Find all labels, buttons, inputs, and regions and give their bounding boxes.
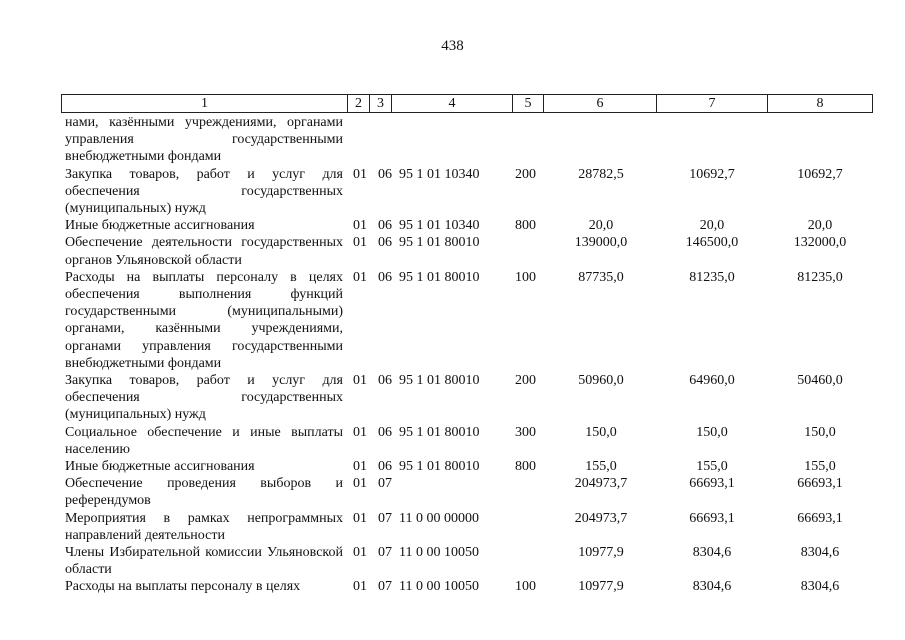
row-subsection: 06 — [378, 218, 392, 234]
row-amount-col7: 64960,0 — [689, 373, 735, 389]
row-section — [347, 114, 372, 166]
row-amount-col6: 20,0 — [588, 218, 614, 234]
row-subsection: 06 — [378, 235, 392, 251]
table-row — [61, 234, 873, 268]
row-subsection: 07 — [378, 476, 392, 492]
column-header-table — [61, 94, 873, 113]
row-amount-col6: 10977,9 — [578, 579, 624, 595]
row-name: Иные бюджетные ассигнования — [65, 459, 255, 475]
row-amount-col8: 155,0 — [804, 459, 836, 475]
row-expense-type: 800 — [515, 459, 536, 475]
row-amount-col6: 10977,9 — [578, 545, 624, 561]
table-row — [61, 217, 873, 234]
row-target-article — [397, 475, 515, 509]
row-subsection: 07 — [378, 510, 392, 526]
row-amount-col6: 204973,7 — [574, 510, 628, 526]
row-subsection: 07 — [378, 579, 392, 595]
row-amount-col8: 8304,6 — [800, 545, 840, 561]
table-row — [61, 475, 873, 509]
row-amount-col8: 50460,0 — [797, 373, 843, 389]
row-target-article: 95 1 01 10340 — [399, 218, 480, 234]
row-subsection: 07 — [378, 545, 392, 561]
table-row — [61, 269, 873, 372]
row-section: 01 — [353, 476, 367, 492]
row-amount-col8: 66693,1 — [797, 510, 843, 526]
row-amount-col7: 10692,7 — [689, 166, 735, 182]
row-amount-col7: 150,0 — [696, 424, 728, 440]
column-header-3: 3 — [370, 95, 392, 113]
row-amount-col8: 132000,0 — [793, 235, 847, 251]
row-amount-col7: 155,0 — [696, 459, 728, 475]
row-amount-col8: 8304,6 — [800, 579, 840, 595]
row-target-article: 95 1 01 80010 — [399, 373, 480, 389]
column-header-4: 4 — [392, 95, 513, 113]
table-row — [61, 114, 873, 166]
row-subsection: 06 — [378, 459, 392, 475]
row-amount-col6: 204973,7 — [574, 476, 628, 492]
column-header-5: 5 — [513, 95, 544, 113]
row-section: 01 — [353, 269, 367, 285]
row-name: Мероприятия в рамках непрограммных направлений деятельности — [65, 510, 343, 543]
table-row — [61, 458, 873, 475]
row-target-article: 95 1 01 10340 — [399, 166, 480, 182]
table-row — [61, 578, 873, 595]
row-amount-col6: 50960,0 — [578, 373, 624, 389]
row-expense-type — [515, 544, 545, 578]
row-amount-col6: 155,0 — [585, 459, 617, 475]
row-expense-type: 300 — [515, 424, 536, 440]
row-name: Социальное обеспечение и иные выплаты населению — [65, 424, 343, 457]
table-row — [61, 372, 873, 424]
row-section: 01 — [353, 166, 367, 182]
column-header-row — [62, 95, 873, 113]
table-row — [61, 544, 873, 578]
row-amount-col7: 146500,0 — [685, 235, 739, 251]
row-amount-col7: 8304,6 — [692, 579, 732, 595]
row-name: Закупка товаров, работ и услуг для обеспечения государственных (муниципальных) нужд — [65, 373, 343, 423]
page-number: 438 — [441, 38, 464, 54]
row-expense-type — [515, 475, 545, 509]
column-header-1: 1 — [62, 95, 348, 113]
row-amount-col7: 20,0 — [699, 218, 725, 234]
row-target-article — [397, 114, 515, 166]
row-subsection: 06 — [378, 269, 392, 285]
row-amount-col6: 150,0 — [585, 424, 617, 440]
column-header-7: 7 — [657, 95, 768, 113]
row-expense-type: 200 — [515, 373, 536, 389]
row-expense-type: 800 — [515, 218, 536, 234]
row-amount-col7: 66693,1 — [689, 476, 735, 492]
row-expense-type — [515, 234, 545, 268]
row-target-article: 95 1 01 80010 — [399, 269, 480, 285]
row-target-article: 95 1 01 80010 — [399, 424, 480, 440]
row-name: Расходы на выплаты персоналу в целях — [65, 579, 301, 595]
row-amount-col7: 8304,6 — [692, 545, 732, 561]
row-amount-col6: 87735,0 — [578, 269, 624, 285]
row-amount-col6: 139000,0 — [574, 235, 628, 251]
budget-table — [61, 114, 873, 596]
row-name: нами, казёнными учреждениями, органами управления государственными внебюджетными фондами — [65, 115, 343, 165]
row-expense-type: 100 — [515, 579, 536, 595]
row-section: 01 — [353, 545, 367, 561]
column-header-6: 6 — [544, 95, 657, 113]
row-expense-type — [515, 510, 545, 544]
row-amount-col7 — [657, 114, 767, 166]
row-section: 01 — [353, 579, 367, 595]
row-amount-col8: 20,0 — [807, 218, 833, 234]
column-header-8: 8 — [768, 95, 873, 113]
row-amount-col6 — [545, 114, 657, 166]
row-name: Обеспечение деятельности государственных органов Ульяновской области — [65, 235, 343, 268]
row-expense-type: 100 — [515, 269, 536, 285]
table-row — [61, 424, 873, 458]
row-name: Обеспечение проведения выборов и референдумов — [65, 476, 343, 509]
row-target-article: 95 1 01 80010 — [399, 459, 480, 475]
row-section: 01 — [353, 424, 367, 440]
row-section: 01 — [353, 218, 367, 234]
column-header-2: 2 — [348, 95, 370, 113]
row-name: Иные бюджетные ассигнования — [65, 218, 255, 234]
row-target-article: 95 1 01 80010 — [399, 235, 480, 251]
row-subsection: 06 — [378, 424, 392, 440]
row-name: Расходы на выплаты персоналу в целях обеспечения выполнения функций государственными (муниципальными) органами, казёнными учреждениями, органами управления государственными внебюджетными фондами — [65, 269, 343, 371]
row-expense-type: 200 — [515, 166, 536, 182]
row-amount-col8 — [767, 114, 873, 166]
row-target-article: 11 0 00 10050 — [399, 579, 479, 595]
row-name: Закупка товаров, работ и услуг для обеспечения государственных (муниципальных) нужд — [65, 166, 343, 217]
row-section: 01 — [353, 373, 367, 389]
row-amount-col6: 28782,5 — [578, 166, 624, 182]
row-subsection — [372, 114, 397, 166]
row-amount-col8: 10692,7 — [797, 166, 843, 182]
row-section: 01 — [353, 235, 367, 251]
row-amount-col8: 150,0 — [804, 424, 836, 440]
table-row — [61, 510, 873, 544]
row-amount-col8: 81235,0 — [797, 269, 843, 285]
row-section: 01 — [353, 510, 367, 526]
row-subsection: 06 — [378, 373, 392, 389]
row-target-article: 11 0 00 10050 — [399, 545, 479, 561]
table-row — [61, 166, 873, 218]
row-expense-type — [515, 114, 545, 166]
row-amount-col8: 66693,1 — [797, 476, 843, 492]
row-target-article: 11 0 00 00000 — [399, 510, 479, 526]
row-name: Члены Избирательной комиссии Ульяновской области — [65, 545, 343, 578]
row-subsection: 06 — [378, 166, 392, 182]
row-amount-col7: 81235,0 — [689, 269, 735, 285]
row-amount-col7: 66693,1 — [689, 510, 735, 526]
row-section: 01 — [353, 459, 367, 475]
